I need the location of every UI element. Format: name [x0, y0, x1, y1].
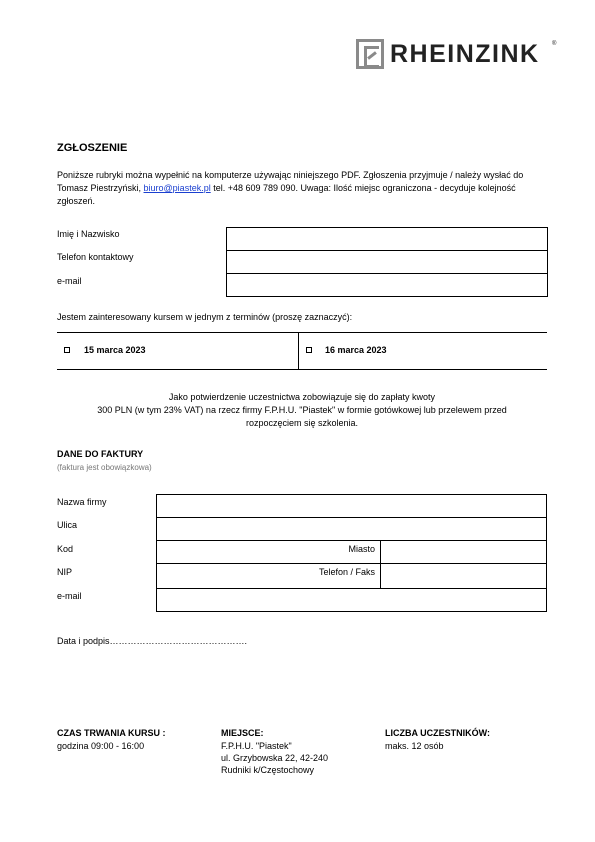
divider-top: [57, 332, 547, 333]
name-field[interactable]: [226, 227, 548, 251]
nip-label: NIP: [57, 567, 73, 577]
registered-mark: ®: [552, 41, 557, 47]
confirmation-line-3: rozpoczęciem się szkolenia.: [245, 418, 359, 428]
company-label: Nazwa firmy: [57, 497, 107, 507]
duration-title: CZAS TRWANIA KURSU :: [57, 728, 166, 738]
phone-label: Telefon kontaktowy: [57, 252, 134, 262]
page-title: ZGŁOSZENIE: [57, 142, 128, 154]
city-field[interactable]: [380, 540, 547, 564]
participants-title: LICZBA UCZESTNIKÓW:: [385, 728, 490, 738]
street-field[interactable]: [156, 517, 547, 541]
postal-code-label: Kod: [57, 544, 74, 554]
phone-fax-label: Telefon / Faks: [318, 567, 375, 577]
confirmation-line-2: 300 PLN (w tym 23% VAT) na rzecz firmy F.P.H.U. "Piastek" w formie gotówkowej lub przelewem przed: [97, 405, 507, 415]
company-field[interactable]: [156, 494, 547, 518]
contact-email-link[interactable]: biuro@piastek.pl: [143, 183, 211, 193]
phone-field[interactable]: [226, 250, 548, 274]
confirmation-line-1: Jako potwierdzenie uczestnictwa zobowiązuje się do zapłaty kwoty: [168, 392, 436, 402]
intro-text-1: Poniższe rubryki można wypełnić na komputerze używając niniejszego PDF. Zgłoszenia przyjmuje / należy wysłać do Tomasz Piestrzyński,: [57, 170, 524, 193]
signature-line: Data i podpis……………………………………….: [57, 636, 248, 646]
city-label: Miasto: [348, 544, 375, 554]
divider-vertical: [298, 332, 299, 370]
invoice-email-field[interactable]: [156, 588, 547, 612]
divider-bottom: [57, 369, 547, 370]
place-line-2: ul. Grzybowska 22, 42-240: [221, 753, 329, 763]
participants-value: maks. 12 osób: [385, 741, 444, 751]
intro-paragraph: [57, 169, 547, 208]
intro-text-2: tel. +48 609 789 090. Uwaga: Ilość miejsc ograniczona - decyduje kolejność zgłoszeń.: [57, 183, 516, 206]
rheinzink-logo-icon: [356, 39, 384, 69]
brand-logo-text: RHEINZINK: [390, 40, 540, 68]
course-prompt: Jestem zainteresowany kursem w jednym z terminów (proszę zaznaczyć):: [57, 312, 353, 322]
invoice-section-subtitle: (faktura jest obowiązkowa): [57, 463, 152, 472]
email-label: e-mail: [57, 276, 82, 286]
name-label: Imię i Nazwisko: [57, 229, 120, 239]
duration-value: godzina 09:00 - 16:00: [57, 741, 145, 751]
place-line-3: Rudniki k/Częstochowy: [221, 765, 315, 775]
street-label: Ulica: [57, 520, 78, 530]
date2-label: 16 marca 2023: [325, 345, 387, 355]
place-title: MIEJSCE:: [221, 728, 264, 738]
date1-checkbox[interactable]: [64, 347, 70, 353]
date2-checkbox[interactable]: [306, 347, 312, 353]
email-field[interactable]: [226, 273, 548, 297]
invoice-section-title: DANE DO FAKTURY: [57, 449, 144, 459]
phone-fax-field[interactable]: [380, 563, 547, 589]
place-line-1: F.P.H.U. "Piastek": [221, 741, 292, 751]
invoice-email-label: e-mail: [57, 591, 82, 601]
date1-label: 15 marca 2023: [84, 345, 146, 355]
payment-confirmation: [57, 391, 547, 430]
